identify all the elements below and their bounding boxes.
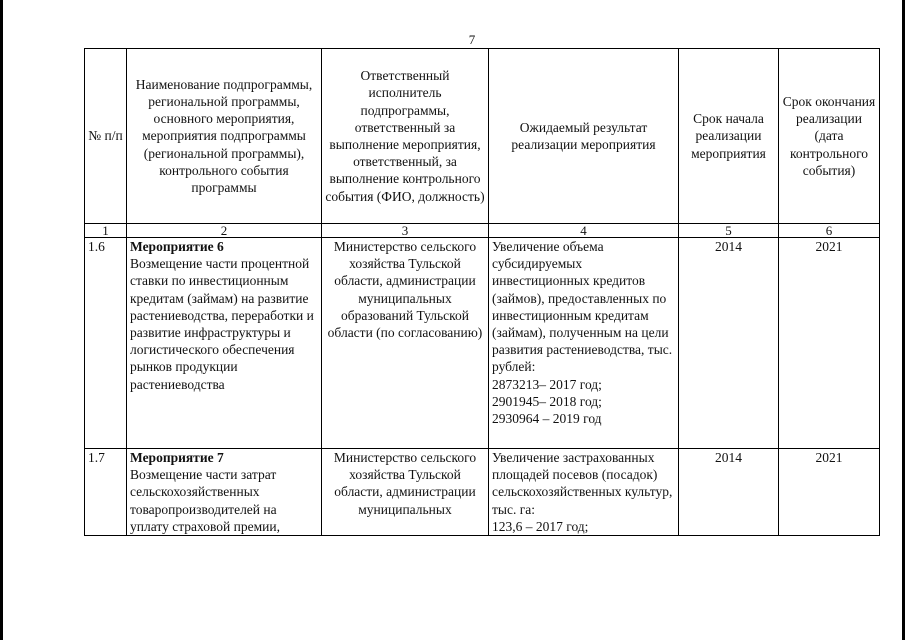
column-number: 2 (127, 224, 322, 238)
result-cell (489, 449, 679, 536)
result-text: Увеличение объема субсидируемых инвестиционных кредитов (займов), предоставленных по инвестиционным кредитам (займам), полученным на цели развития растениеводства, тыс. рублей: (492, 239, 673, 375)
executor-cell: Министерство сельского хозяйства Тульской области, администрации муниципальных (322, 449, 489, 536)
column-number: 6 (779, 224, 880, 238)
result-cell (489, 238, 679, 449)
column-number-row (85, 224, 880, 238)
result-year-value: 2873213– 2017 год; (492, 376, 602, 392)
scan-edge-left (0, 0, 3, 640)
row-number: 1.7 (85, 449, 127, 536)
measure-cell (127, 449, 322, 536)
result-year-value: 2930964 – 2019 год (492, 411, 602, 427)
executor-cell: Министерство сельского хозяйства Тульской области, администрации муниципальных образований Тульской области (по согласованию) (322, 238, 489, 449)
measure-title: Мероприятие 6 (130, 239, 224, 254)
column-number: 3 (322, 224, 489, 238)
measure-description: Возмещение части затрат сельскохозяйственных товаропроизводителей на уплату страховой премии, (130, 467, 280, 534)
program-table (84, 48, 880, 536)
start-year-cell: 2014 (679, 238, 779, 449)
measure-description: Возмещение части процентной ставки по инвестиционным кредитам (займам) на развитие растениеводства, переработки и развитие инфраструктуры и логистического обеспечения рынков продукции растениеводства (130, 256, 314, 392)
measure-title: Мероприятие 7 (130, 450, 224, 465)
column-number: 4 (489, 224, 679, 238)
header-cell-name: Наименование подпрограммы, региональной программы, основного мероприятия, мероприятия подпрограммы (региональной программы), контрольного события программы (127, 49, 322, 224)
result-year-value: 2901945– 2018 год; (492, 393, 602, 409)
column-number: 1 (85, 224, 127, 238)
table-row (85, 238, 880, 449)
page-number: 7 (468, 32, 476, 47)
row-number: 1.6 (85, 238, 127, 449)
measure-cell (127, 238, 322, 449)
header-row (85, 49, 880, 224)
header-cell-number: № п/п (85, 49, 127, 224)
header-cell-executor: Ответственный исполнитель подпрограммы, ответственный за выполнение мероприятия, ответственный, за выполнение контрольного события (ФИО, должность) (322, 49, 489, 224)
end-year-cell: 2021 (779, 449, 880, 536)
header-cell-end: Срок окончания реализации (дата контрольного события) (779, 49, 880, 224)
start-year-cell: 2014 (679, 449, 779, 536)
header-cell-start: Срок начала реализации мероприятия (679, 49, 779, 224)
result-year-value: 123,6 – 2017 год; (492, 518, 589, 534)
header-cell-result: Ожидаемый результат реализации мероприятия (489, 49, 679, 224)
result-text: Увеличение застрахованных площадей посевов (посадок) сельскохозяйственных культур, тыс. га: (492, 450, 673, 517)
table-row (85, 449, 880, 536)
column-number: 5 (679, 224, 779, 238)
end-year-cell: 2021 (779, 238, 880, 449)
